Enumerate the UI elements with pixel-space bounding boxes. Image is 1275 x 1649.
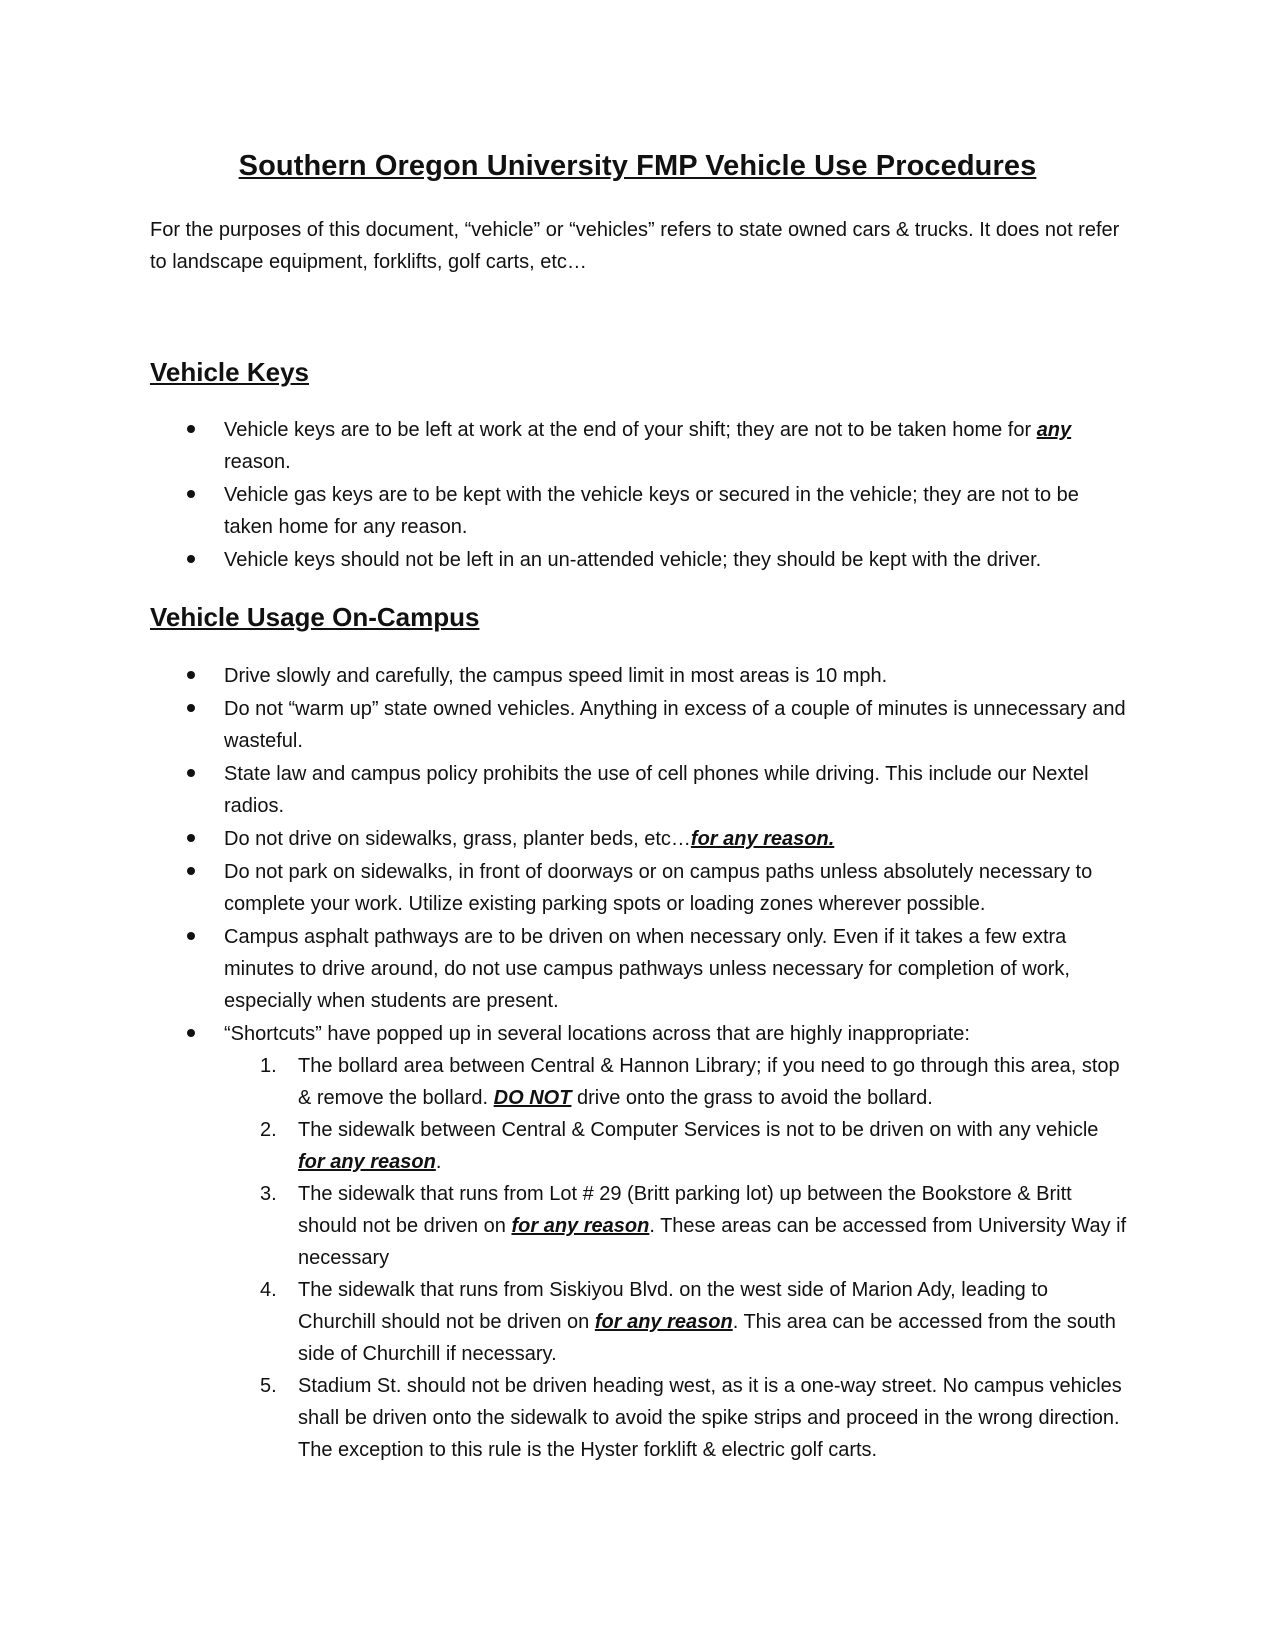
bullet-icon	[187, 834, 195, 842]
vehicle-usage-list	[150, 660, 1130, 1467]
section-heading-vehicle-keys: Vehicle Keys	[150, 357, 309, 387]
vehicle-keys-list	[150, 414, 1130, 577]
list-item-text: Drive slowly and carefully, the campus speed limit in most areas is 10 mph.	[224, 665, 888, 687]
bullet-icon	[187, 425, 195, 433]
list-item-text: Vehicle keys should not be left in an un-attended vehicle; they should be kept with the driver.	[224, 549, 1042, 571]
numbered-item-text: The sidewalk that runs from Lot # 29 (Britt parking lot) up between the Bookstore & Britt should not be driven on	[298, 1183, 1072, 1237]
document-title: Southern Oregon University FMP Vehicle Use Procedures	[238, 150, 1037, 182]
numbered-item	[224, 1050, 1130, 1114]
list-item-text: Do not “warm up” state owned vehicles. Anything in excess of a couple of minutes is unnecessary and wasteful.	[224, 698, 1126, 752]
list-item-text: “Shortcuts” have popped up in several locations across that are highly inappropriate:	[224, 1023, 970, 1045]
list-item	[150, 1018, 1130, 1466]
item-number: 3.	[260, 1183, 277, 1205]
numbered-item	[224, 1274, 1130, 1370]
emphasis-text: for any reason	[511, 1215, 650, 1237]
shortcuts-list	[224, 1050, 1130, 1466]
emphasis-text: for any reason	[298, 1151, 436, 1173]
list-item	[150, 479, 1130, 543]
list-item	[150, 823, 1130, 855]
list-item-text: Do not drive on sidewalks, grass, planter beds, etc…	[224, 828, 691, 850]
item-number: 4.	[260, 1279, 277, 1301]
numbered-item-text: drive onto the grass to avoid the bollard.	[571, 1087, 933, 1109]
numbered-item-text: . These areas can be accessed from University Way if necessary	[298, 1215, 1127, 1269]
bullet-icon	[187, 867, 195, 875]
item-number: 5.	[260, 1375, 277, 1397]
bullet-icon	[187, 671, 195, 679]
numbered-item-text: The bollard area between Central & Hannon Library; if you need to go through this area, stop & remove the bollard.	[298, 1055, 1120, 1109]
list-item-text: Vehicle gas keys are to be kept with the vehicle keys or secured in the vehicle; they are not to be taken home for any reason.	[224, 484, 1079, 538]
item-number: 1.	[260, 1055, 277, 1077]
item-number: 2.	[260, 1119, 277, 1141]
numbered-item-text: The sidewalk that runs from Siskiyou Blvd. on the west side of Marion Ady, leading to Churchill should not be driven on	[298, 1279, 1048, 1333]
list-item-text: Vehicle keys are to be left at work at the end of your shift; they are not to be taken home for	[224, 419, 1037, 441]
list-item	[150, 921, 1130, 1017]
bullet-icon	[187, 555, 195, 563]
list-item	[150, 693, 1130, 757]
emphasis-text: for any reason.	[690, 828, 835, 850]
emphasis-text: for any reason	[594, 1311, 733, 1333]
numbered-item-text: .	[435, 1151, 442, 1173]
list-item-text: reason.	[224, 451, 291, 473]
bullet-icon	[187, 704, 195, 712]
bullet-icon	[187, 932, 195, 940]
list-item-text: State law and campus policy prohibits the use of cell phones while driving. This include our Nextel radios.	[224, 763, 1089, 817]
bullet-icon	[187, 769, 195, 777]
emphasis-text: any	[1036, 419, 1072, 441]
numbered-item-text: . This area can be accessed from the south side of Churchill if necessary.	[298, 1311, 1116, 1365]
numbered-item-text: Stadium St. should not be driven heading west, as it is a one-way street. No campus vehicles shall be driven onto the sidewalk to avoid the spike strips and proceed in the wrong direction. The exception to this rule is the Hyster forklift & electric golf carts.	[298, 1375, 1122, 1461]
bullet-icon	[187, 490, 195, 498]
list-item	[150, 414, 1130, 478]
numbered-item-text: The sidewalk between Central & Computer Services is not to be driven on with any vehicle	[298, 1119, 1099, 1141]
numbered-item	[224, 1370, 1130, 1466]
list-item	[150, 758, 1130, 822]
intro-paragraph: For the purposes of this document, “vehicle” or “vehicles” refers to state owned cars & trucks. It does not refer to landscape equipment, forklifts, golf carts, etc…	[150, 219, 1120, 273]
list-item	[150, 544, 1130, 576]
section-heading-vehicle-usage: Vehicle Usage On-Campus	[150, 602, 480, 632]
list-item-text: Do not park on sidewalks, in front of doorways or on campus paths unless absolutely necessary to complete your work. Utilize existing parking spots or loading zones wherever possible.	[224, 861, 1093, 915]
list-item-text: Campus asphalt pathways are to be driven on when necessary only. Even if it takes a few extra minutes to drive around, do not use campus pathways unless necessary for completion of work, especially when students are present.	[224, 926, 1070, 1012]
emphasis-text: DO NOT	[493, 1087, 572, 1109]
list-item	[150, 856, 1130, 920]
numbered-item	[224, 1178, 1130, 1274]
numbered-item	[224, 1114, 1130, 1178]
bullet-icon	[187, 1029, 195, 1037]
list-item	[150, 660, 1130, 692]
